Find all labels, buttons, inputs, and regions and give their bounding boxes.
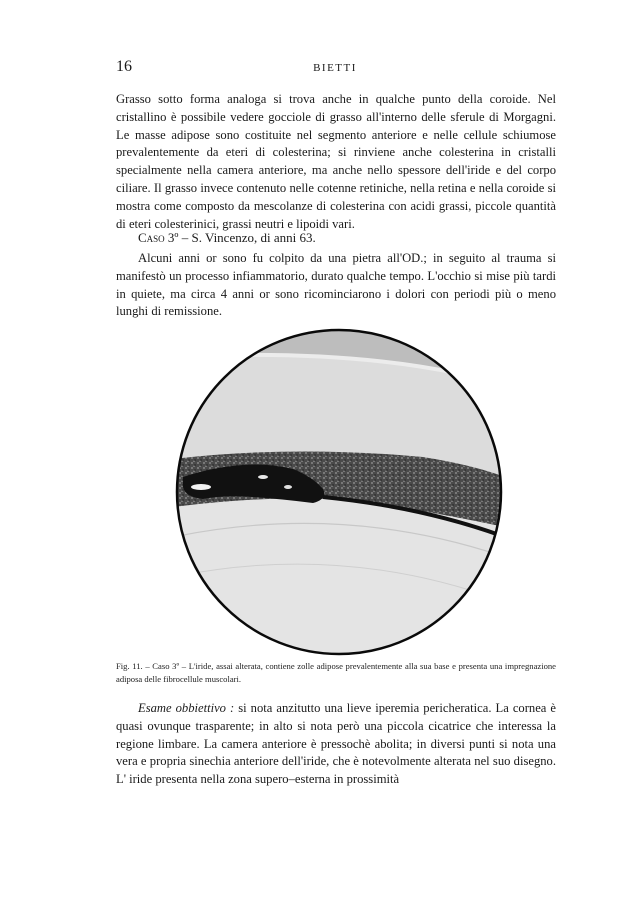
exam-text: si nota anzitutto una lieve iperemia pericheratica. La cornea è quasi ovunque trasparente; in alto si nota però una piccola cicatrice che interessa la regione limbare. La camera anteriore è pressochè abolita; in diversi punti si nota una vera e propria sinechia anteriore dell'iride, che è notevolmente alterata nel suo disegno. L' iride presenta nella zona supero–esterna in prossimità	[116, 701, 556, 787]
paragraph-case-history: Alcuni anni or sono fu colpito da una pietra all'OD.; in seguito al trauma si manifestò un processo infiammatorio, durato qualche tempo. L'occhio si mise più tardi in quiete, ma circa 4 anni or sono ricominciarono i dolori con periodi più o meno lunghi di remissione.	[116, 251, 556, 319]
paragraph-fat-composition: Grasso sotto forma analoga si trova anche in qualche punto della coroide. Nel cristallino è possibile vedere gocciole di grasso all'interno delle sferule di Morgagni. Le masse adipose sono costituite nel segmento anteriore e nelle cellule schiumose prevalentemente da eteri di colesterina; si rinviene anche colesterina in cristalli specialmente nella camera anteriore, ma anche nello spessore dell'iride e del corpo ciliare. Il grasso invece contenuto nelle cotenne retiniche, nella retina e nella coroide si mostra come composto da mescolanze di colesterina con acidi grassi, piccole quantità di eteri colesterinici, grassi neutri e lipoidi vari.	[116, 92, 556, 231]
case-label: Caso 3º	[138, 230, 179, 245]
running-head: BIETTI	[313, 62, 357, 74]
page-number: 16	[116, 58, 132, 75]
paragraph-examination	[116, 700, 556, 789]
case-heading	[138, 230, 316, 246]
figure-micrograph	[173, 327, 505, 657]
micrograph-image	[173, 327, 505, 657]
case-patient: – S. Vincenzo, di anni 63.	[178, 230, 316, 245]
page-header	[116, 58, 554, 78]
figure-caption: Fig. 11. – Caso 3º – L'iride, assai alterata, contiene zolle adipose prevalentemente alla sua base e presenta una impregnazione adiposa delle fibrocellule muscolari.	[116, 661, 556, 684]
exam-lead: Esame obbiettivo :	[138, 701, 235, 715]
